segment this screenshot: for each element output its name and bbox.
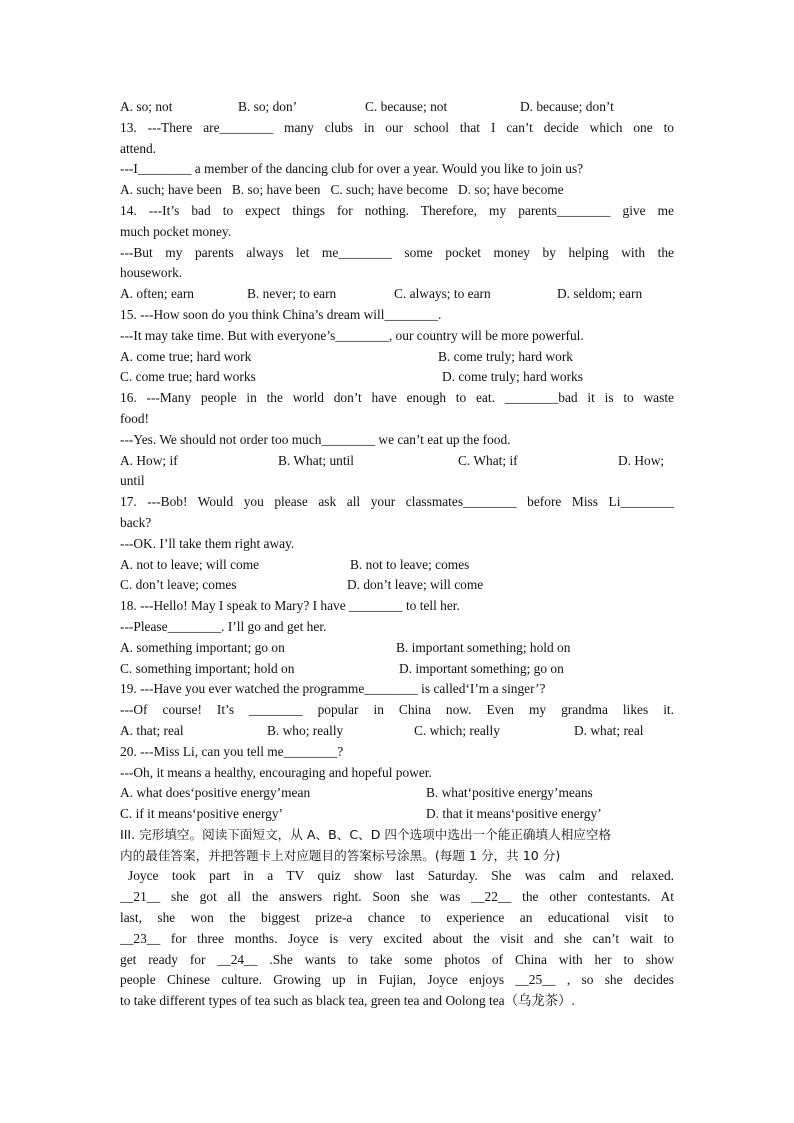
passage-line-1: Joyce took part in a TV quiz show last Saturday. She was calm and relaxed.: [128, 868, 674, 884]
q18-option-c: C. something important; hold on: [120, 660, 295, 676]
q12-option-a: A. so; not: [120, 99, 173, 114]
q17-option-a: A. not to leave; will come: [120, 556, 260, 572]
q12-option-c: C. because; not: [365, 99, 448, 114]
passage-line-6: people Chinese culture. Growing up in Fujian, Joyce enjoys __25__ , so she decides: [120, 972, 674, 988]
q20-option-d: D. that it means‘positive energy’: [426, 806, 602, 822]
q17-option-d: D. don’t leave; will come: [347, 577, 484, 593]
q15-options-row2: [120, 367, 674, 388]
q16-stem: 16. ---Many people in the world don’t have enough to eat. ________bad it is to waste: [120, 390, 674, 406]
q17-options-row2: [120, 575, 674, 596]
q13-stem: 13. ---There are________ many clubs in our school that I can’t decide which one to: [120, 119, 674, 135]
q14-stem-cont: much pocket money.: [120, 223, 232, 239]
q12-options: [120, 97, 674, 118]
q19-option-c: C. which; really: [414, 722, 500, 738]
q16-stem-cont: food!: [120, 410, 150, 426]
q12-option-d: D. because; don’t: [520, 99, 614, 114]
q20-options-row1: [120, 783, 674, 804]
q18-option-d: D. important something; go on: [399, 660, 564, 676]
q13-reply: ---I________ a member of the dancing club for over a year. Would you like to join us?: [120, 161, 584, 177]
q14-option-d: D. seldom; earn: [557, 286, 643, 302]
passage-line-7: to take different types of tea such as black tea, green tea and Oolong tea（乌龙茶）.: [120, 993, 575, 1009]
q13-options: A. such; have been B. so; have been C. such; have become D. so; have become: [120, 182, 564, 198]
q13-stem-cont: attend.: [120, 140, 157, 156]
q16-option-a: A. How; if: [120, 452, 178, 468]
q19-option-a: A. that; real: [120, 722, 184, 738]
q18-option-a: A. something important; go on: [120, 639, 285, 655]
q17-option-b: B. not to leave; comes: [350, 556, 470, 572]
q15-options-row1: [120, 347, 674, 368]
q16-option-d: D. How;: [618, 452, 665, 468]
q16-reply: ---Yes. We should not order too much________ we can’t eat up the food.: [120, 431, 511, 447]
q15-option-d: D. come truly; hard works: [442, 369, 583, 385]
q19-option-b: B. who; really: [267, 722, 344, 738]
q17-options-row1: [120, 555, 674, 576]
q19-reply: ---Of course! It’s ________ popular in China now. Even my grandma likes it.: [120, 702, 674, 718]
passage-line-2: __21__ she got all the answers right. Soon she was __22__ the other contestants. At: [120, 889, 674, 905]
q12-option-b: B. so; don’: [238, 99, 298, 114]
q15-reply: ---It may take time. But with everyone’s________, our country will be more powerful.: [120, 327, 584, 343]
q20-stem: 20. ---Miss Li, can you tell me________?: [120, 743, 344, 759]
q14-option-a: A. often; earn: [120, 286, 194, 302]
q20-option-b: B. what‘positive energy’means: [426, 785, 593, 801]
q17-option-c: C. don’t leave; comes: [120, 577, 237, 593]
q18-options-row2: [120, 659, 674, 680]
section-3-heading: III. 完形填空。阅读下面短文，从 A、B、C、D 四个选项中选出一个能正确填人相应空格: [120, 826, 612, 842]
q16-options: [120, 451, 674, 472]
exam-page: [120, 97, 674, 1012]
q20-options-row2: [120, 804, 674, 825]
q18-options-row1: [120, 638, 674, 659]
q14-option-b: B. never; to earn: [247, 286, 337, 302]
q15-option-a: A. come true; hard work: [120, 348, 252, 364]
q19-options: [120, 721, 674, 742]
q14-options: [120, 284, 674, 305]
q15-option-c: C. come true; hard works: [120, 369, 256, 385]
q18-option-b: B. important something; hold on: [396, 639, 571, 655]
section-3-heading-cont: 内的最佳答案，并把答题卡上对应题目的答案标号涂黑。(每题 1 分，共 10 分): [120, 847, 561, 863]
q14-stem: 14. ---It’s bad to expect things for nothing. Therefore, my parents________ give me: [120, 202, 674, 218]
q18-stem: 18. ---Hello! May I speak to Mary? I have ________ to tell her.: [120, 598, 460, 614]
q17-stem-cont: back?: [120, 514, 152, 530]
q16-option-b: B. What; until: [278, 452, 355, 468]
q17-reply: ---OK. I’ll take them right away.: [120, 535, 295, 551]
q16-option-d-cont: until: [120, 473, 145, 489]
q20-reply: ---Oh, it means a healthy, encouraging and hopeful power.: [120, 764, 432, 780]
passage-line-4: __23__ for three months. Joyce is very excited about the visit and she can’t wait to: [120, 930, 674, 946]
q18-reply: ---Please________. I’ll go and get her.: [120, 618, 327, 634]
q15-option-b: B. come truly; hard work: [438, 348, 573, 364]
q14-reply-cont: housework.: [120, 265, 183, 281]
passage-line-3: last, she won the biggest prize-a chance to experience an educational visit to: [120, 910, 674, 926]
q19-stem: 19. ---Have you ever watched the programme________ is called‘I’m a singer’?: [120, 681, 546, 697]
q14-option-c: C. always; to earn: [394, 286, 491, 302]
q16-option-c: C. What; if: [458, 452, 518, 468]
q20-option-a: A. what does‘positive energy’mean: [120, 785, 311, 801]
passage-line-5: get ready for __24__ .She wants to take some photos of China with her to show: [120, 951, 674, 967]
q17-stem: 17. ---Bob! Would you please ask all your classmates________ before Miss Li________: [120, 494, 674, 510]
q14-reply: ---But my parents always let me________ some pocket money by helping with the: [120, 244, 674, 260]
q19-option-d: D. what; real: [574, 722, 644, 738]
q20-option-c: C. if it means‘positive energy’: [120, 806, 284, 822]
q15-stem: 15. ---How soon do you think China’s dream will________.: [120, 306, 442, 322]
